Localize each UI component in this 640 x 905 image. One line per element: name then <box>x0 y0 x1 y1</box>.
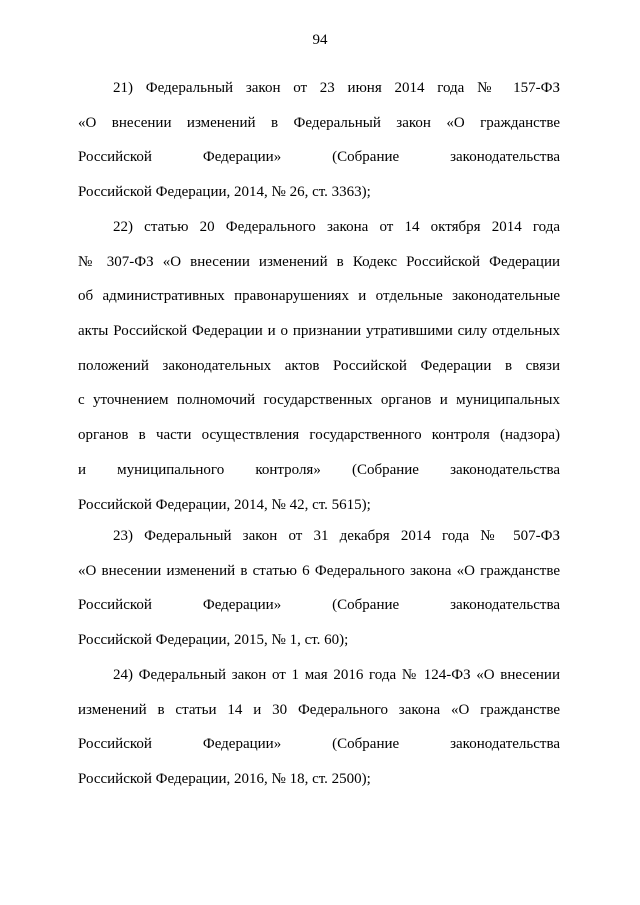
list-item-line: органов в части осуществления государственного контроля (надзора) <box>78 427 560 444</box>
list-item-21 <box>78 71 560 210</box>
list-item-line: Российской Федерации» (Собрание законодательства <box>78 149 560 166</box>
list-item-line: «О внесении изменений в статью 6 Федерального закона «О гражданстве <box>78 562 560 579</box>
list-item-line: Российской Федерации, 2014, № 26, ст. 3363); <box>78 184 371 201</box>
list-item-line: положений законодательных актов Российской Федерации в связи <box>78 357 560 374</box>
list-item-line: Российской Федерации» (Собрание законодательства <box>78 597 560 614</box>
list-item-24 <box>78 658 560 797</box>
list-item-22 <box>78 210 560 522</box>
list-item-line: «О внесении изменений в Федеральный закон «О гражданстве <box>78 114 560 131</box>
list-item-line: Российской Федерации» (Собрание законодательства <box>78 736 560 753</box>
list-item-line: № 307-ФЗ «О внесении изменений в Кодекс Российской Федерации <box>78 253 560 270</box>
list-item-line: и муниципального контроля» (Собрание законодательства <box>78 461 560 478</box>
page-number: 94 <box>312 32 328 48</box>
list-item-line: 22) статью 20 Федерального закона от 14 октября 2014 года <box>113 219 560 235</box>
list-item-line: Российской Федерации, 2015, № 1, ст. 60); <box>78 632 349 649</box>
list-item-line: изменений в статьи 14 и 30 Федерального закона «О гражданстве <box>78 701 560 718</box>
list-item-line: 24) Федеральный закон от 1 мая 2016 года № 124-ФЗ «О внесении <box>113 667 560 683</box>
list-item-line: с уточнением полномочий государственных органов и муниципальных <box>78 392 560 409</box>
list-item-line: 21) Федеральный закон от 23 июня 2014 года № 157-ФЗ <box>113 80 560 96</box>
list-item-line: Российской Федерации, 2014, № 42, ст. 5615); <box>78 496 371 513</box>
list-item-line: Российской Федерации, 2016, № 18, ст. 2500); <box>78 771 371 788</box>
list-item-line: об административных правонарушениях и отдельные законодательные <box>78 288 560 305</box>
list-item-line: акты Российской Федерации и о признании утратившими силу отдельных <box>78 323 560 340</box>
list-item-23 <box>78 519 560 658</box>
list-item-line: 23) Федеральный закон от 31 декабря 2014 года № 507-ФЗ <box>113 528 560 544</box>
